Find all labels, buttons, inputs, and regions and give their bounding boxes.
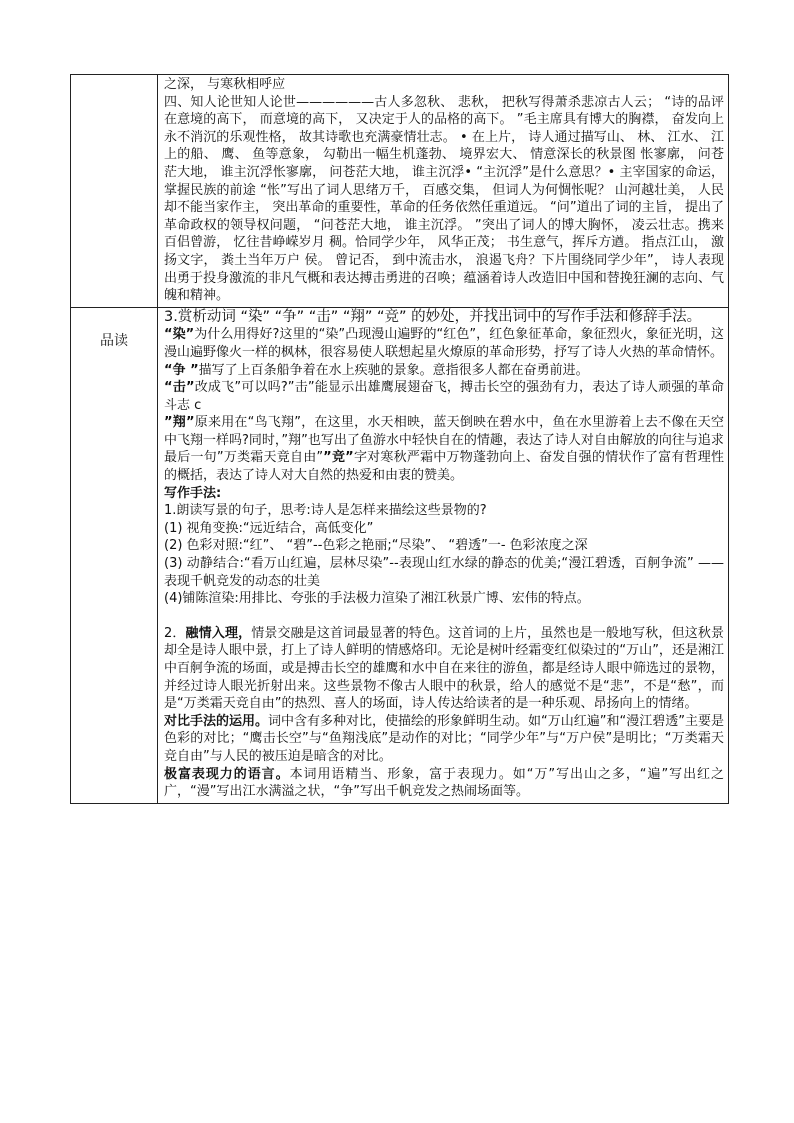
spacer <box>164 608 724 625</box>
key-word-xiang: ”翔” <box>164 415 195 431</box>
analysis-ji-text: 改成飞”可以吗?”击”能显示出雄鹰展翅奋飞，搏击长空的强劲有力，表达了诗人顽强的革命斗志 c <box>164 380 724 413</box>
key-word-zheng: “争 ” <box>164 362 199 378</box>
paragraph-key: 对比手法的运用。 <box>164 713 269 729</box>
table-row <box>71 307 729 803</box>
paragraph-text: 本词用语精当、形象，富于表现力。如“万”写出山之多，“遍”写出红之广，“漫”写出江水满溢之状，“争”写出千帆竞发之热闹场面等。 <box>164 766 724 800</box>
paragraph-text: 情景交融是这首词最显著的特色。这首词的上片，虽然也是一般地写秋，但这秋景却全是诗人眼中景，打上了诗人鲜明的情感烙印。无论是树叶经霜变红似染过的“万山”，还是湘江中百舸争流的场面，或是搏击长空的雄鹰和水中自在来往的游鱼，都是经诗人眼中筛选过的景物，并经过诗人眼光折射出来。这些景物不像古人眼中的秋景，给人的感觉不是“悲”，不是“愁”，而是“万类霜天竞自由”的热烈、喜人的场面，诗人传达给读者的是一种乐观、昂扬向上的情绪。 <box>164 625 724 712</box>
method-line: (3) 动静结合:“看万山红遍，层林尽染”--表现山红水绿的静态的优美;“漫江碧透，百舸争流” ——表现千帆竞发的动态的壮美 <box>164 556 724 589</box>
content-cell-analysis <box>158 307 729 803</box>
analysis-zheng-text: 描写了上百条船争着在水上疾驰的景象。意指很多人都在奋勇前进。 <box>198 362 589 378</box>
paragraph-key: 融情入理， <box>185 625 252 641</box>
paragraph-contrast <box>164 713 724 766</box>
analysis-jing-pre: 最后一句”万类霜天竟自由” <box>164 450 324 466</box>
analysis-ran-text: 为什么用得好?这里的“染”凸现漫山遍野的“红色”，红色象征革命，象征烈火，象征光明，这漫山遍野像火一样的枫林，很容易使人联想起星火燎原的革命形势，抒写了诗人火热的革命情怀。 <box>164 327 724 360</box>
intro-paragraph: 四、知人论世知人论世——————古人多忽秋、 悲秋， 把秋写得萧杀悲凉古人云； “诗的品评在意境的高下， 而意境的高下， 又决定于人的品格的高下。 ”毛主席具有博大的胸襟， 奋发向上永不消沉的乐观性格， 故其诗歌也充满豪情壮志。 • 在上片， 诗人通过描写山、 林、 江水、 江上的船、 鹰、 鱼等意象， 勾勒出一幅生机蓬勃、 境界宏大、 情意深长的秋景图 怅寥廓， 问苍茫大地， 谁主沉浮怅寥廓， 问苍茫大地， 谁主沉浮• “主沉浮”是什么意思？• 主宰国家的命运， 掌握民族的前途 “怅”写出了词人思绪万千， 百感交集， 但词人为何惆怅呢？ 山河越壮美， 人民却不能当家作主， 突出革命的重要性，革命的任务依然任重道远。 “问”道出了词的主旨， 提出了革命政权的领导权问题， “问苍茫大地， 谁主沉浮。 ”突出了词人的博大胸怀， 凌云壮志。携来百侣曾游， 忆往昔峥嵘岁月 稠。恰同学少年， 风华正茂； 书生意气，挥斥方遒。 指点江山， 激扬文字， 粪土当年万户 侯。 曾记否， 到中流击水， 浪遏飞舟？下片围绕同学少年”， 诗人表现出勇于投身激流的非凡气概和表达搏击勇进的召唤；蕴涵着诗人改造旧中国和替挽狂澜的志向、气魄和精神。 <box>164 94 724 304</box>
method-line: (1) 视角变换:“远近结合，高低变化” <box>164 520 374 536</box>
method-line: (2) 色彩对照:“红”、 “碧”--色彩之艳丽;“尽染”、 “碧透”一- 色彩浓度之深 <box>164 538 588 554</box>
analysis-ji <box>164 379 724 414</box>
intro-line-1: 之深， 与寒秋相呼应 <box>164 77 286 92</box>
analysis-jing <box>164 449 724 484</box>
paragraph-language <box>164 766 724 801</box>
paragraph-text: 词中含有多种对比，使描绘的形象鲜明生动。如“万山红遍”和“漫江碧透”主要是色彩的对比；“鹰击长空”与“鱼翔浅底”是动作的对比；“同学少年”与“万户侯”是明比；“万类霜天竞自由”与人民的被压迫是暗含的对比。 <box>164 713 724 764</box>
table-row <box>71 75 729 308</box>
analysis-zheng <box>164 362 724 380</box>
paragraph-number: 2． <box>164 625 186 641</box>
key-word-jing: ”竞” <box>323 450 354 466</box>
key-word-ji: “击” <box>164 380 195 396</box>
analysis-xiang <box>164 414 724 449</box>
lesson-table <box>70 74 729 804</box>
paragraph-key: 极富表现力的语言。 <box>164 766 290 782</box>
methods-heading: 写作手法: <box>164 485 222 501</box>
method-line: (4)铺陈渲染:用排比、夸张的手法极力渲染了湘江秋景广博、宏伟的特点。 <box>164 591 590 607</box>
analysis-ran <box>164 326 724 361</box>
row-label: 品读 <box>100 332 128 349</box>
label-cell-empty <box>71 75 158 308</box>
key-word-ran: “染” <box>164 327 195 343</box>
method-line: 1.朗读写景的句子，思考:诗人是怎样来描绘这些景物的? <box>164 503 487 519</box>
content-cell-intro <box>158 75 729 308</box>
analysis-xiang-text: 原来用在“鸟飞翔”，在这里，水天相映，蓝天倒映在碧水中，鱼在水里游着上去不像在天空中飞翔一样吗?同时，”翔”也写出了鱼游水中轻快自在的情趣，表达了诗人对自由解放的向往与追求 <box>164 415 724 448</box>
analysis-jing-text: 字对寒秋严霜中万物蓬勃向上、奋发自强的情状作了富有哲理性的概括，表达了诗人对大自然的热爱和由衷的赞美。 <box>164 450 724 484</box>
question-heading: 3.赏析动词 “染” “争” “击” “翔” “竞” 的妙处，并找出词中的写作手法和修辞手法。 <box>164 308 702 325</box>
label-cell-pindu <box>71 307 158 803</box>
paragraph-ronqing <box>164 625 724 713</box>
